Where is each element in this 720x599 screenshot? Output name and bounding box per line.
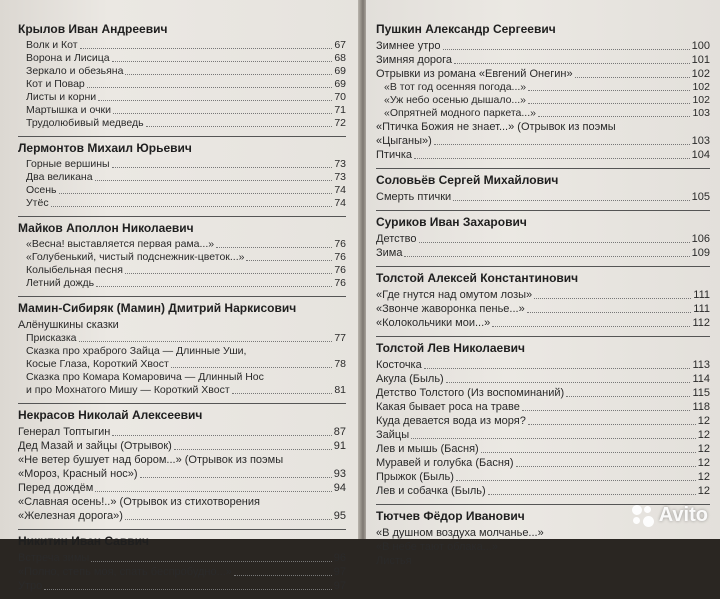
dot-leader [112,167,333,168]
toc-entry-title: Зимняя дорога [376,54,453,66]
dot-leader [234,575,332,576]
dot-leader [528,424,696,425]
toc-page-number: 72 [334,117,346,129]
toc-entry [376,316,710,330]
toc-entry [18,467,346,481]
toc-entry-title: Зеркало и обезьяна [26,65,124,77]
toc-entry-title: Зима [376,247,403,259]
dot-leader [424,368,691,369]
toc-entry [18,171,346,184]
toc-entry [376,400,710,414]
toc-page-number: 104 [691,149,710,161]
toc-entry [18,104,346,117]
toc-page-number: 113 [692,359,710,371]
toc-entry [376,526,710,540]
toc-entry-title: Ворона и Лисица [26,52,110,64]
toc-entry [376,232,710,246]
dot-leader [79,341,333,342]
dot-leader [492,326,690,327]
toc-page-number: 114 [692,373,710,385]
toc-page-number: 101 [691,54,710,66]
toc-page-number: 76 [334,264,346,276]
toc-entry-title: Сказка про Комара Комаровича — Длинный Нос [26,371,264,383]
toc-page-number: 69 [334,65,346,77]
dot-leader [125,273,332,274]
toc-entry-title: Косточка [376,359,422,371]
toc-entry-title: «Колокольчики мои...» [376,317,491,329]
toc-entry-title: Зимнее утро [376,40,441,52]
toc-entry [376,246,710,260]
dot-leader [140,477,332,478]
dot-leader [96,286,332,287]
toc-entry-title: Муравей и голубка (Басня) [376,457,514,469]
toc-entry [376,554,710,568]
toc-page-number: 87 [333,426,346,438]
toc-entry [376,428,710,442]
toc-entry-title: Мартышка и очки [26,104,111,116]
author-heading: Толстой Лев Николаевич [376,341,525,355]
toc-section [18,22,346,130]
toc-entry [376,53,710,67]
dot-leader [80,48,333,49]
toc-entry-title: Какая бывает роса на траве [376,401,520,413]
toc-page-number: 111 [693,289,710,301]
dot-leader [246,260,332,261]
toc-entry [18,158,346,171]
toc-entry [376,148,710,162]
toc-entry [18,565,346,579]
toc-entry-title: «В душном воздуха молчанье...» [376,527,544,539]
toc-entry-title: Листья [376,555,412,567]
dot-leader [411,438,696,439]
toc-section [18,529,346,593]
author-heading: Лермонтов Михаил Юрьевич [18,141,192,155]
author-heading: Мамин-Сибиряк (Мамин) Дмитрий Наркисович [18,301,297,315]
avito-watermark [632,504,708,527]
toc-page-number: 12 [697,457,710,469]
dot-leader [216,247,332,248]
toc-page-number: 12 [697,443,710,455]
toc-page-number: 102 [691,68,710,80]
author-heading: Пушкин Александр Сергеевич [376,22,556,36]
toc-page-number: 109 [691,247,710,259]
toc-entry [376,39,710,53]
toc-section [18,296,346,397]
toc-entry-title: Колыбельная песня [26,264,123,276]
dot-leader [112,435,331,436]
toc-entry [18,39,346,52]
author-heading: Тютчев Фёдор Иванович [376,509,525,523]
author-heading: Некрасов Николай Алексеевич [18,408,203,422]
toc-entry [18,91,346,104]
toc-entry-title: «Звонче жаворонка пенье...» [376,303,525,315]
dot-leader [95,180,333,181]
toc-entry-title: Дед Мазай и зайцы (Отрывок) [18,440,172,452]
toc-entry-title: Акула (Быль) [376,373,444,385]
toc-page-number: 76 [334,277,346,289]
toc-entry-title: Прыжок (Быль) [376,471,454,483]
toc-entry [18,384,346,397]
toc-entry-title: Утро [18,580,43,592]
toc-entry [376,358,710,372]
toc-entry-title: Перед дождём [18,482,94,494]
toc-entry [376,372,710,386]
toc-entry [376,94,710,107]
toc-page-number: 111 [693,303,710,315]
dot-leader [534,298,691,299]
toc-page-number: 77 [334,332,346,344]
toc-entry-title: Зайцы [376,429,410,441]
toc-section [376,22,710,162]
toc-section [376,210,710,260]
toc-section [18,136,346,210]
toc-entry [18,52,346,65]
dot-leader [456,480,696,481]
toc-entry-title-cont: Косые Глаза, Короткий Хвост [26,358,169,370]
toc-entry [18,78,346,91]
dot-leader [125,74,332,75]
toc-entry-title: Лев и собачка (Быль) [376,485,486,497]
toc-entry-title: Алёнушкины сказки [18,319,119,331]
toc-page-number: 73 [334,171,346,183]
toc-entry [376,190,710,204]
toc-entry [376,81,710,94]
author-heading: Крылов Иван Андреевич [18,22,168,36]
toc-page-number: 112 [692,317,710,329]
toc-entry [376,484,710,498]
toc-section [376,168,710,204]
toc-entry-title: Два великана [26,171,93,183]
toc-entry [18,332,346,345]
dot-leader [575,77,690,78]
toc-entry-title: «В небе тают облака...» [376,541,498,553]
dot-leader [454,63,690,64]
toc-entry-title: Детство Толстого (Из воспоминаний) [376,387,565,399]
toc-entry-title: «Полно, степь моя, спать беспробудно...» [18,566,232,578]
toc-page-number: 78 [334,358,346,370]
dot-leader [174,449,332,450]
toc-entry [18,439,346,453]
toc-entry-title: «Весна! выставляется первая рама...» [26,238,215,250]
author-heading: Соловьёв Сергей Михайлович [376,173,559,187]
avito-logo-icon [632,505,654,527]
dot-leader [51,206,333,207]
toc-page-number: 69 [334,78,346,90]
toc-entry [18,358,346,371]
dot-leader [98,100,332,101]
toc-page-number: 93 [333,468,346,480]
toc-section [376,266,710,330]
toc-entry-title: Трудолюбивый медведь [26,117,144,129]
dot-leader [113,113,332,114]
toc-entry [376,470,710,484]
toc-entry [376,540,710,554]
toc-entry-title: Детство [376,233,417,245]
toc-page-number: 81 [334,384,346,396]
dot-leader [171,367,333,368]
toc-entry-title: «Птичка Божия не знает...» (Отрывок из поэмы [376,121,616,133]
dot-leader [527,312,692,313]
toc-entry [376,107,710,120]
left-page [0,0,362,592]
toc-entry-title: Листы и корни [26,91,97,103]
toc-page-number: 103 [691,135,710,147]
toc-page-number: 76 [334,238,346,250]
toc-entry [18,425,346,439]
toc-entry [376,386,710,400]
toc-entry [18,264,346,277]
dot-leader [516,466,696,467]
dot-leader [44,589,331,590]
toc-page-number: 67 [334,39,346,51]
toc-page-number: 106 [691,233,710,245]
toc-page-number: 102 [692,94,710,106]
toc-entry-title: Сказка про храброго Зайца — Длинные Уши, [26,345,247,357]
toc-page-number: 115 [692,387,710,399]
toc-entry-title: «Уж небо осенью дышало...» [384,94,526,106]
dot-leader [446,382,691,383]
toc-entry [18,579,346,593]
watermark-text: Avito [658,504,708,526]
toc-page-number: 102 [692,81,710,93]
toc-entry [376,134,710,148]
dot-leader [404,256,689,257]
dot-leader [528,90,690,91]
left-toc-column [18,22,346,599]
toc-entry [376,302,710,316]
dot-leader [481,452,696,453]
toc-entry [18,65,346,78]
toc-page-number: 91 [333,440,346,452]
toc-entry-title: Генерал Топтыгин [18,426,111,438]
toc-entry-title-cont: и про Мохнатого Мишу — Короткий Хвост [26,384,230,396]
toc-entry [376,456,710,470]
toc-page-number: 74 [334,197,346,209]
toc-entry-title: «Голубенький, чистый подснежник-цветок...» [26,251,245,263]
toc-page-number: 100 [691,40,710,52]
toc-entry-title: Летний дождь [26,277,95,289]
toc-page-number: 96 [333,552,346,564]
toc-page-number: 71 [334,104,346,116]
toc-entry [18,197,346,210]
toc-entry-title: «Славная осень!..» (Отрывок из стихотворения [18,496,260,508]
dot-leader [146,126,333,127]
author-heading: Майков Аполлон Николаевич [18,221,194,235]
dot-leader [566,396,690,397]
toc-page-number: 94 [333,482,346,494]
toc-page-number: 97 [333,580,346,592]
toc-page-number: 12 [697,471,710,483]
toc-entry-title: Птичка [376,149,412,161]
toc-entry-title: «Где гнутся над омутом лозы» [376,289,533,301]
toc-entry [18,318,346,332]
dot-leader [232,393,333,394]
dot-leader [59,193,333,194]
toc-entry-title-cont: «Мороз, Красный нос») [18,468,138,480]
toc-page-number: 12 [697,485,710,497]
toc-entry [376,414,710,428]
toc-entry [18,117,346,130]
toc-page-number: 12 [697,429,710,441]
dot-leader [434,144,690,145]
toc-page-number: 68 [334,52,346,64]
right-toc-column [376,22,710,574]
toc-entry [18,551,346,565]
dot-leader [419,242,690,243]
toc-entry [18,184,346,197]
toc-entry-title: Отрывки из романа «Евгений Онегин» [376,68,573,80]
toc-page-number: 12 [697,415,710,427]
right-page [366,0,720,567]
toc-entry-title: Смерть птички [376,191,452,203]
toc-entry [376,67,710,81]
dot-leader [488,494,696,495]
toc-section [18,216,346,290]
toc-entry [376,288,710,302]
toc-entry-title: «Опрятней модного паркета...» [384,107,536,119]
toc-page-number: 105 [691,191,710,203]
toc-page-number: 74 [334,184,346,196]
toc-entry [376,442,710,456]
toc-entry-title: Осень [26,184,57,196]
toc-section [18,403,346,523]
toc-page-number: 70 [334,91,346,103]
dot-leader [414,158,690,159]
dot-leader [528,103,690,104]
toc-entry-title: Лев и мышь (Басня) [376,443,479,455]
toc-page-number: 118 [692,401,710,413]
toc-entry-title: Встреча зимы [18,552,90,564]
toc-entry [18,509,346,523]
toc-page-number: 95 [333,510,346,522]
toc-section [376,336,710,498]
toc-page-number: 73 [334,158,346,170]
toc-page-number: 103 [692,107,710,119]
dot-leader [112,61,333,62]
dot-leader [538,116,691,117]
toc-entry [18,238,346,251]
toc-page-number: 97 [333,566,346,578]
dot-leader [91,561,331,562]
toc-entry-title: «В тот год осенняя погода...» [384,81,527,93]
dot-leader [522,410,691,411]
toc-entry [18,277,346,290]
toc-entry [18,481,346,495]
dot-leader [453,200,689,201]
toc-entry-title: Утёс [26,197,49,209]
toc-entry-title: Горные вершины [26,158,110,170]
toc-entry-title: Кот и Повар [26,78,85,90]
toc-entry-title-cont: «Цыганы») [376,135,432,147]
author-heading: Суриков Иван Захарович [376,215,527,229]
dot-leader [443,49,690,50]
dot-leader [95,491,331,492]
toc-page-number: 76 [334,251,346,263]
toc-entry-title: «Не ветер бушует над бором...» (Отрывок из поэмы [18,454,284,466]
toc-entry [18,251,346,264]
toc-entry-title: Волк и Кот [26,39,78,51]
dot-leader [87,87,333,88]
dot-leader [125,519,332,520]
toc-entry-title: Куда девается вода из моря? [376,415,526,427]
toc-entry-title-cont: «Железная дорога») [18,510,123,522]
author-heading: Толстой Алексей Константинович [376,271,579,285]
toc-entry-title: Присказка [26,332,77,344]
author-heading: Никитин Иван Саввич [18,534,149,548]
